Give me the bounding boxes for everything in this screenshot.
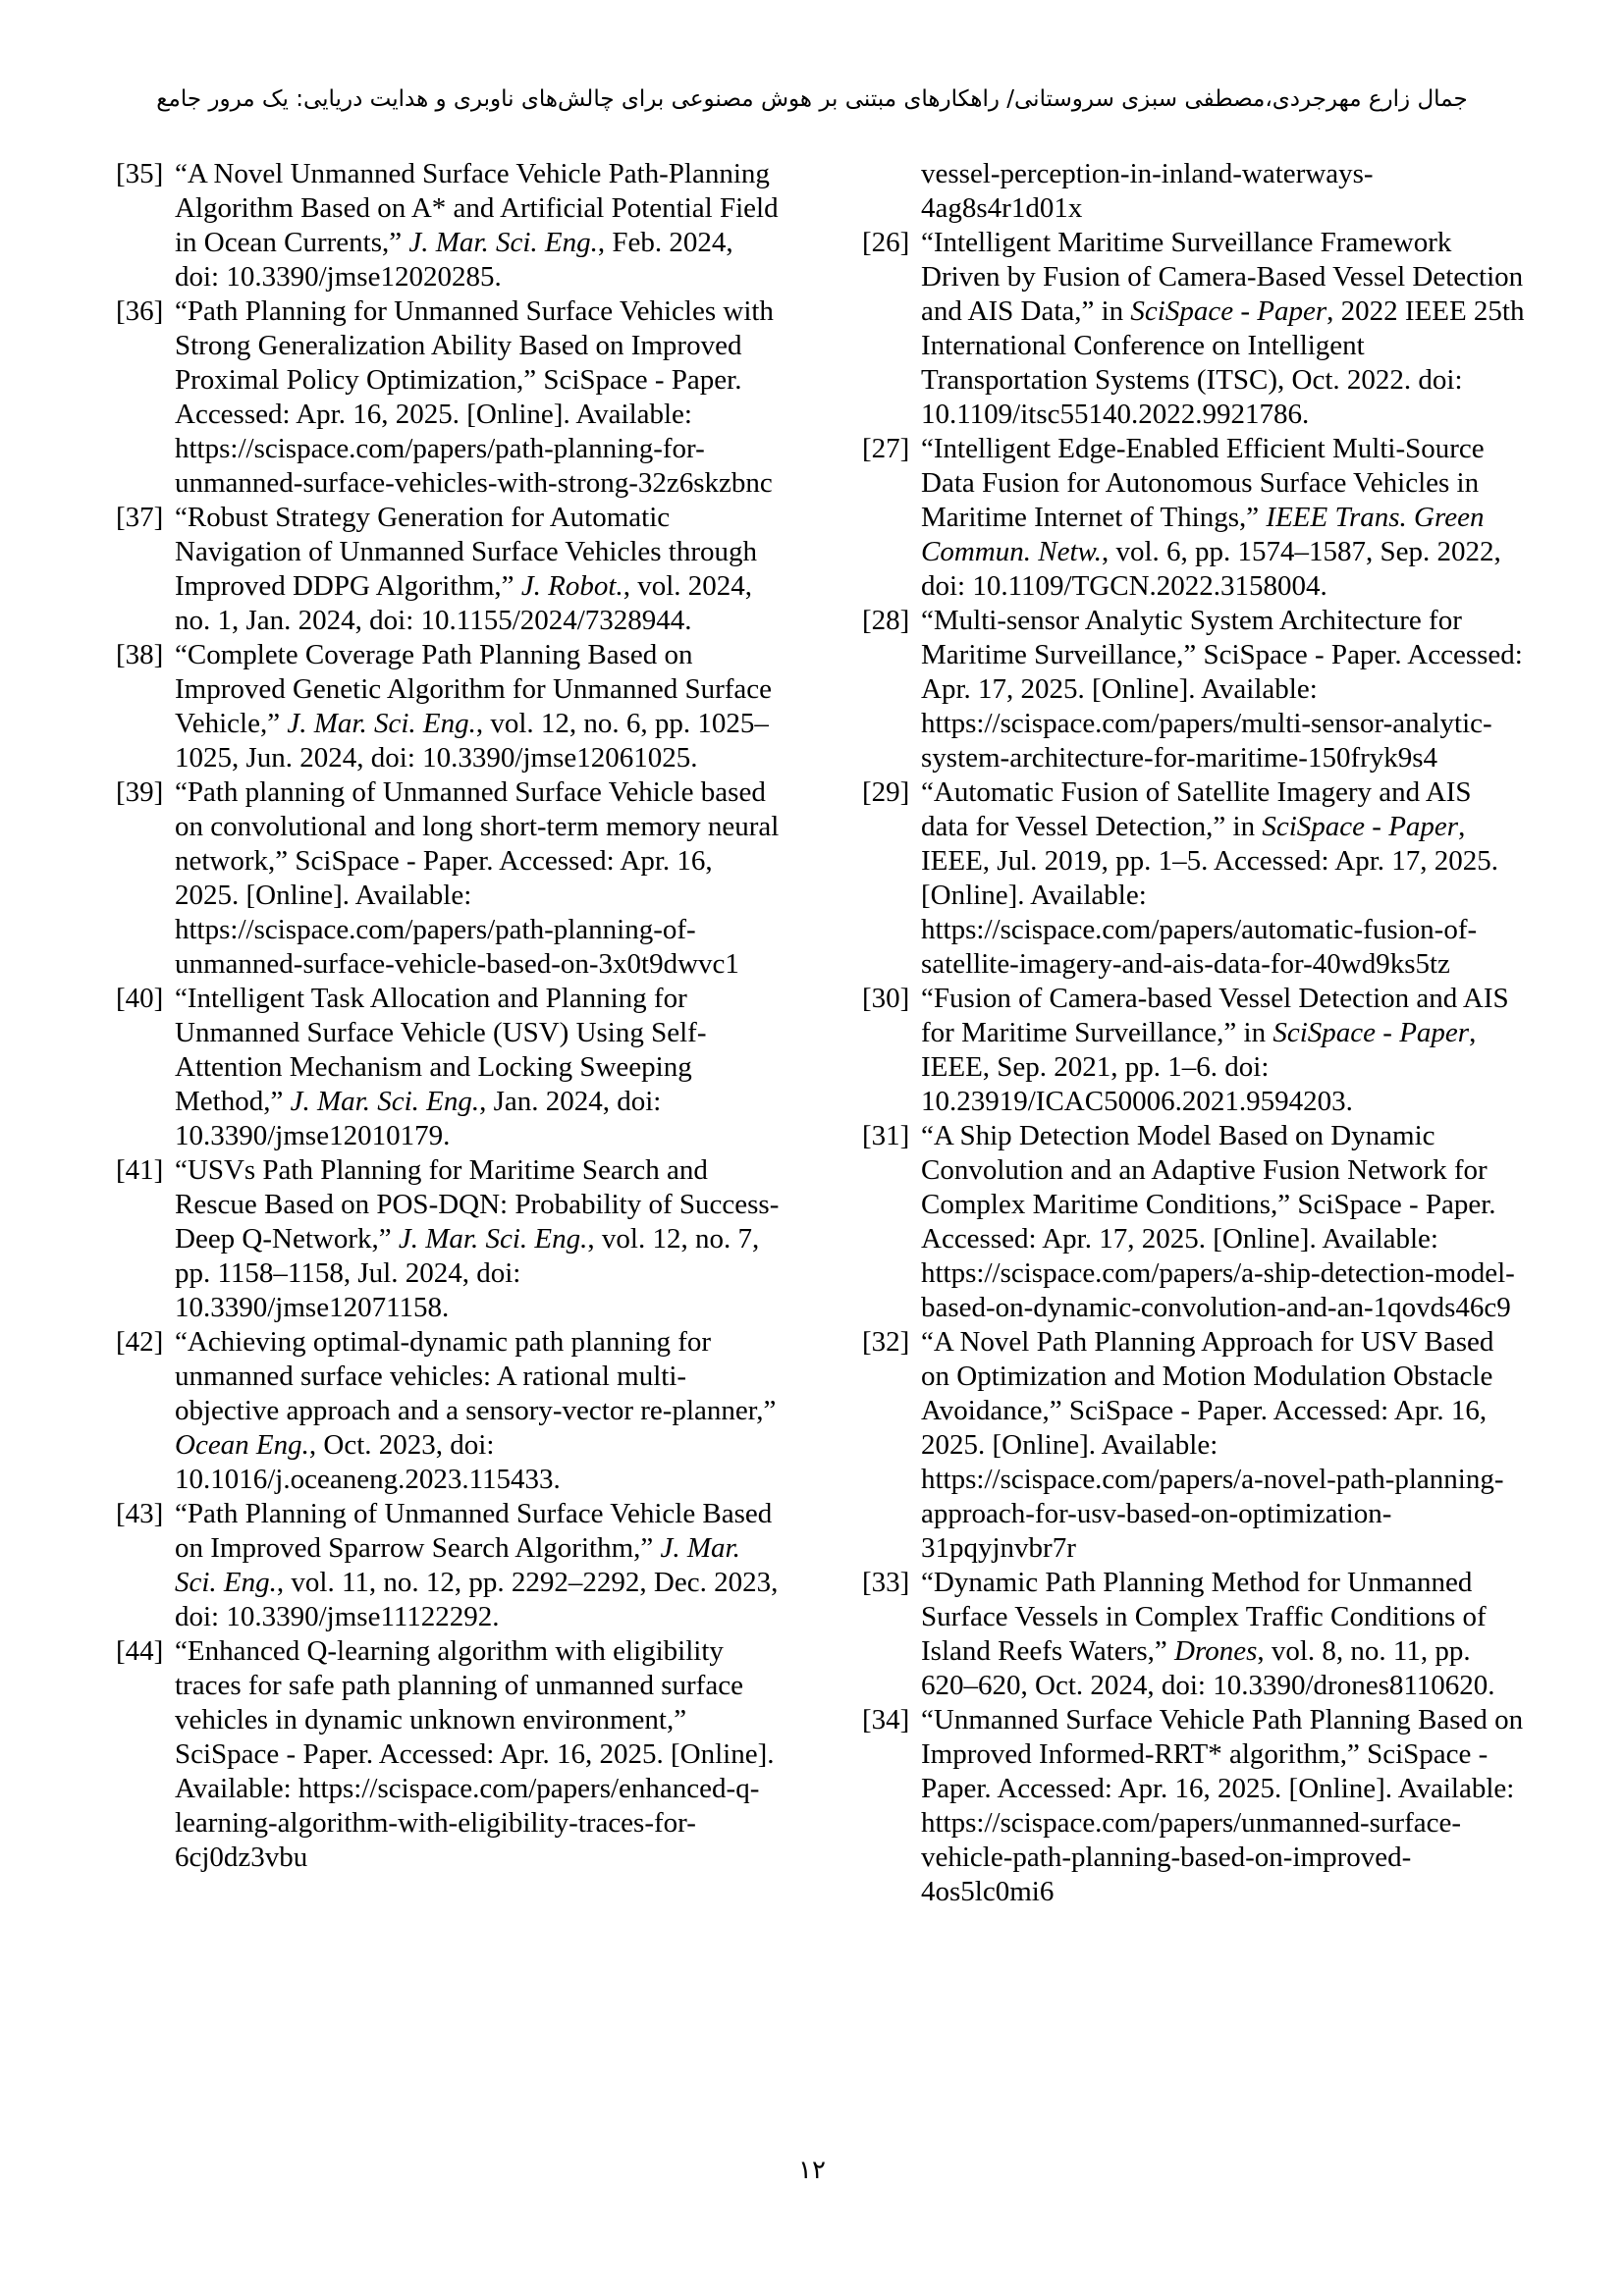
reference-number: [42] — [116, 1326, 164, 1358]
reference-item — [862, 775, 1526, 982]
reference-number: [41] — [116, 1154, 164, 1186]
page-number: ۱۲ — [798, 2156, 826, 2185]
reference-list-right-column — [862, 157, 1526, 1909]
reference-text: “Multi-sensor Analytic System Architecture for Maritime Surveillance,” SciSpace - Paper. Accessed: Apr. 17, 2025. [Online]. Available: https://scispace.com/papers/multi-sensor-analytic-system-architecture-for-maritime-150fryk9s4 — [921, 605, 1523, 774]
reference-body — [921, 605, 1523, 774]
reference-number: [35] — [116, 158, 164, 189]
reference-body — [921, 1704, 1523, 1907]
reference-text: , IEEE, Sep. 2021, pp. 1–6. doi: 10.23919/ICAC50006.2021.9594203. — [921, 1017, 1477, 1117]
reference-text: , Oct. 2023, doi: 10.1016/j.oceaneng.2023.115433. — [175, 1429, 561, 1495]
reference-body — [921, 1120, 1515, 1323]
reference-text: “Unmanned Surface Vehicle Path Planning Based on Improved Informed-RRT* algorithm,” SciSpace - Paper. Accessed: Apr. 16, 2025. [Online]. Available: https://scispace.com/papers/unmanned-surface-vehicle-path-planning-based-on-improved-4os5lc0mi6 — [921, 1704, 1524, 1907]
reference-text: “Path Planning for Unmanned Surface Vehicles with Strong Generalization Ability Based on Improved Proximal Policy Optimization,” SciSpace - Paper. Accessed: Apr. 16, 2025. [Online]. Available: https://scispace.com/papers/path-planning-for-unmanned-surface-vehicles-with-strong-32z6skzbnc — [175, 295, 774, 499]
reference-body — [175, 1635, 775, 1873]
reference-list-left-column — [116, 157, 780, 1875]
reference-body — [175, 502, 757, 636]
reference-text: “Path planning of Unmanned Surface Vehicle based on convolutional and long short-term memory neural network,” SciSpace - Paper. Accessed: Apr. 16, 2025. [Online]. Available: https://scispace.com/papers/path-planning-of-unmanned-surface-vehicle-based-on-3x0t9dwvc1 — [175, 776, 780, 980]
reference-text: , IEEE, Jul. 2019, pp. 1–5. Accessed: Apr. 17, 2025. [Online]. Available: https://scispace.com/papers/automatic-fusion-of-satellite-imagery-and-ais-data-for-40wd9ks5tz — [921, 811, 1499, 980]
journal-name: J. Mar. Sci. Eng. — [175, 1532, 740, 1598]
reference-body — [921, 433, 1501, 602]
reference-text: , vol. 2024, no. 1, Jan. 2024, doi: 10.1155/2024/7328944. — [175, 570, 753, 636]
reference-text: “Intelligent Task Allocation and Planning for Unmanned Surface Vehicle (USV) Using Self-Attention Mechanism and Locking Sweeping Method,” — [175, 983, 707, 1117]
journal-name: J. Mar. Sci. Eng. — [287, 708, 476, 739]
journal-name: J. Robot. — [520, 570, 623, 602]
reference-body — [921, 227, 1524, 430]
reference-item — [862, 226, 1526, 432]
reference-item — [116, 157, 780, 294]
reference-body — [921, 776, 1498, 980]
reference-body — [921, 983, 1509, 1117]
reference-text: “Achieving optimal-dynamic path planning for unmanned surface vehicles: A rational multi-objective approach and a sensory-vector re-planner,” — [175, 1326, 777, 1426]
reference-text: “A Novel Unmanned Surface Vehicle Path-Planning Algorithm Based on A* and Artificial Potential Field in Ocean Currents,” — [175, 158, 779, 258]
reference-item — [862, 432, 1526, 604]
reference-body — [175, 1498, 778, 1632]
reference-item — [116, 982, 780, 1153]
reference-item — [116, 1634, 780, 1875]
reference-number: [33] — [862, 1567, 910, 1598]
reference-item — [862, 1566, 1526, 1703]
journal-name: J. Mar. Sci. Eng. — [398, 1223, 588, 1255]
reference-number: [43] — [116, 1498, 164, 1529]
reference-body — [175, 983, 706, 1151]
reference-text: “Fusion of Camera-based Vessel Detection and AIS for Maritime Surveillance,” in — [921, 983, 1509, 1048]
reference-body — [175, 776, 779, 980]
reference-body — [921, 1326, 1504, 1564]
reference-number: [27] — [862, 433, 910, 464]
running-head: جمال زارع مهرجردی،مصطفی سبزی سروستانی/ راهکارهای مبتنی بر هوش مصنوعی برای چالش‌های ناوبری و هدایت دریایی: یک مرور جامع — [156, 86, 1468, 112]
reference-number: [34] — [862, 1704, 910, 1735]
reference-text: , vol. 11, no. 12, pp. 2292–2292, Dec. 2023, doi: 10.3390/jmse11122292. — [175, 1567, 779, 1632]
reference-number: [37] — [116, 502, 164, 533]
reference-text: , 2022 IEEE 25th International Conference on Intelligent Transportation Systems (ITSC), Oct. 2022. doi: 10.1109/itsc55140.2022.9921786. — [921, 295, 1525, 430]
reference-number: [36] — [116, 295, 164, 327]
journal-name: IEEE Trans. Green Commun. Netw. — [921, 502, 1485, 567]
reference-number: [44] — [116, 1635, 164, 1667]
reference-text: “Intelligent Edge-Enabled Efficient Multi-Source Data Fusion for Autonomous Surface Vehicles in Maritime Internet of Things,” — [921, 433, 1485, 533]
reference-item — [862, 1119, 1526, 1325]
reference-item — [862, 604, 1526, 775]
reference-item — [116, 1325, 780, 1497]
reference-text: , Jan. 2024, doi: 10.3390/jmse12010179. — [175, 1086, 662, 1151]
reference-text: “A Ship Detection Model Based on Dynamic Convolution and an Adaptive Fusion Network for Complex Maritime Conditions,” SciSpace - Paper. Accessed: Apr. 17, 2025. [Online]. Available: https://scispace.com/papers/a-ship-detection-model-based-on-dynamic-convolution-and-an-1qovds46c9 — [921, 1120, 1515, 1323]
journal-name: SciSpace - Paper — [1130, 295, 1327, 327]
reference-text: , vol. 6, pp. 1574–1587, Sep. 2022, doi: 10.1109/TGCN.2022.3158004. — [921, 536, 1501, 602]
reference-number: [31] — [862, 1120, 910, 1151]
reference-body — [175, 158, 779, 293]
reference-item — [116, 1153, 780, 1325]
reference-number: [29] — [862, 776, 910, 808]
reference-number: [40] — [116, 983, 164, 1014]
reference-body — [175, 639, 772, 774]
reference-body — [921, 1567, 1495, 1701]
reference-text: “Robust Strategy Generation for Automatic Navigation of Unmanned Surface Vehicles through Improved DDPG Algorithm,” — [175, 502, 757, 602]
reference-item — [862, 1703, 1526, 1909]
reference-number: [28] — [862, 605, 910, 636]
reference-text: “Complete Coverage Path Planning Based on Improved Genetic Algorithm for Unmanned Surface Vehicle,” — [175, 639, 773, 739]
reference-body — [175, 1326, 776, 1495]
reference-body — [175, 1154, 779, 1323]
reference-body — [921, 158, 1374, 224]
reference-item — [116, 294, 780, 501]
reference-number: [26] — [862, 227, 910, 258]
reference-item — [862, 982, 1526, 1119]
journal-name: SciSpace - Paper — [1272, 1017, 1470, 1048]
reference-number: [39] — [116, 776, 164, 808]
reference-text: “Automatic Fusion of Satellite Imagery and AIS data for Vessel Detection,” in — [921, 776, 1472, 842]
reference-text: “Intelligent Maritime Surveillance Framework Driven by Fusion of Camera-Based Vessel Detection and AIS Data,” in — [921, 227, 1524, 327]
reference-text: “USVs Path Planning for Maritime Search and Rescue Based on POS-DQN: Probability of Success-Deep Q-Network,” — [175, 1154, 780, 1255]
reference-text: “A Novel Path Planning Approach for USV Based on Optimization and Motion Modulation Obstacle Avoidance,” SciSpace - Paper. Accessed: Apr. 16, 2025. [Online]. Available: https://scispace.com/papers/a-novel-path-planning-approach-for-usv-based-on-optimization-31pqyjnvbr7r — [921, 1326, 1504, 1564]
reference-text: vessel-perception-in-inland-waterways-4ag8s4r1d01x — [921, 158, 1374, 224]
reference-item — [116, 501, 780, 638]
journal-name: Drones — [1174, 1635, 1258, 1667]
journal-name: Ocean Eng. — [175, 1429, 309, 1461]
reference-body — [175, 295, 774, 499]
reference-text: “Enhanced Q-learning algorithm with eligibility traces for safe path planning of unmanned surface vehicles in dynamic unknown environment,” SciSpace - Paper. Accessed: Apr. 16, 2025. [Online]. Available: https://scispace.com/papers/enhanced-q-learning-algorithm-with-eligibility-traces-for-6cj0dz3vbu — [175, 1635, 775, 1873]
reference-item — [116, 1497, 780, 1634]
reference-text: , vol. 12, no. 6, pp. 1025–1025, Jun. 2024, doi: 10.3390/jmse12061025. — [175, 708, 769, 774]
reference-text: , vol. 12, no. 7, pp. 1158–1158, Jul. 2024, doi: 10.3390/jmse12071158. — [175, 1223, 760, 1323]
reference-text: “Dynamic Path Planning Method for Unmanned Surface Vessels in Complex Traffic Conditions of Island Reefs Waters,” — [921, 1567, 1487, 1667]
reference-number: [38] — [116, 639, 164, 670]
journal-name: SciSpace - Paper — [1262, 811, 1459, 842]
reference-item — [862, 1325, 1526, 1566]
reference-item — [116, 775, 780, 982]
reference-text: , vol. 8, no. 11, pp. 620–620, Oct. 2024, doi: 10.3390/drones8110620. — [921, 1635, 1495, 1701]
reference-number: [30] — [862, 983, 910, 1014]
reference-item — [116, 638, 780, 775]
reference-text: “Path Planning of Unmanned Surface Vehicle Based on Improved Sparrow Search Algorithm,” — [175, 1498, 773, 1564]
journal-name: J. Mar. Sci. Eng. — [408, 227, 598, 258]
reference-number: [32] — [862, 1326, 910, 1358]
reference-item — [862, 157, 1526, 226]
journal-name: J. Mar. Sci. Eng. — [290, 1086, 480, 1117]
reference-text: , Feb. 2024, doi: 10.3390/jmse12020285. — [175, 227, 733, 293]
